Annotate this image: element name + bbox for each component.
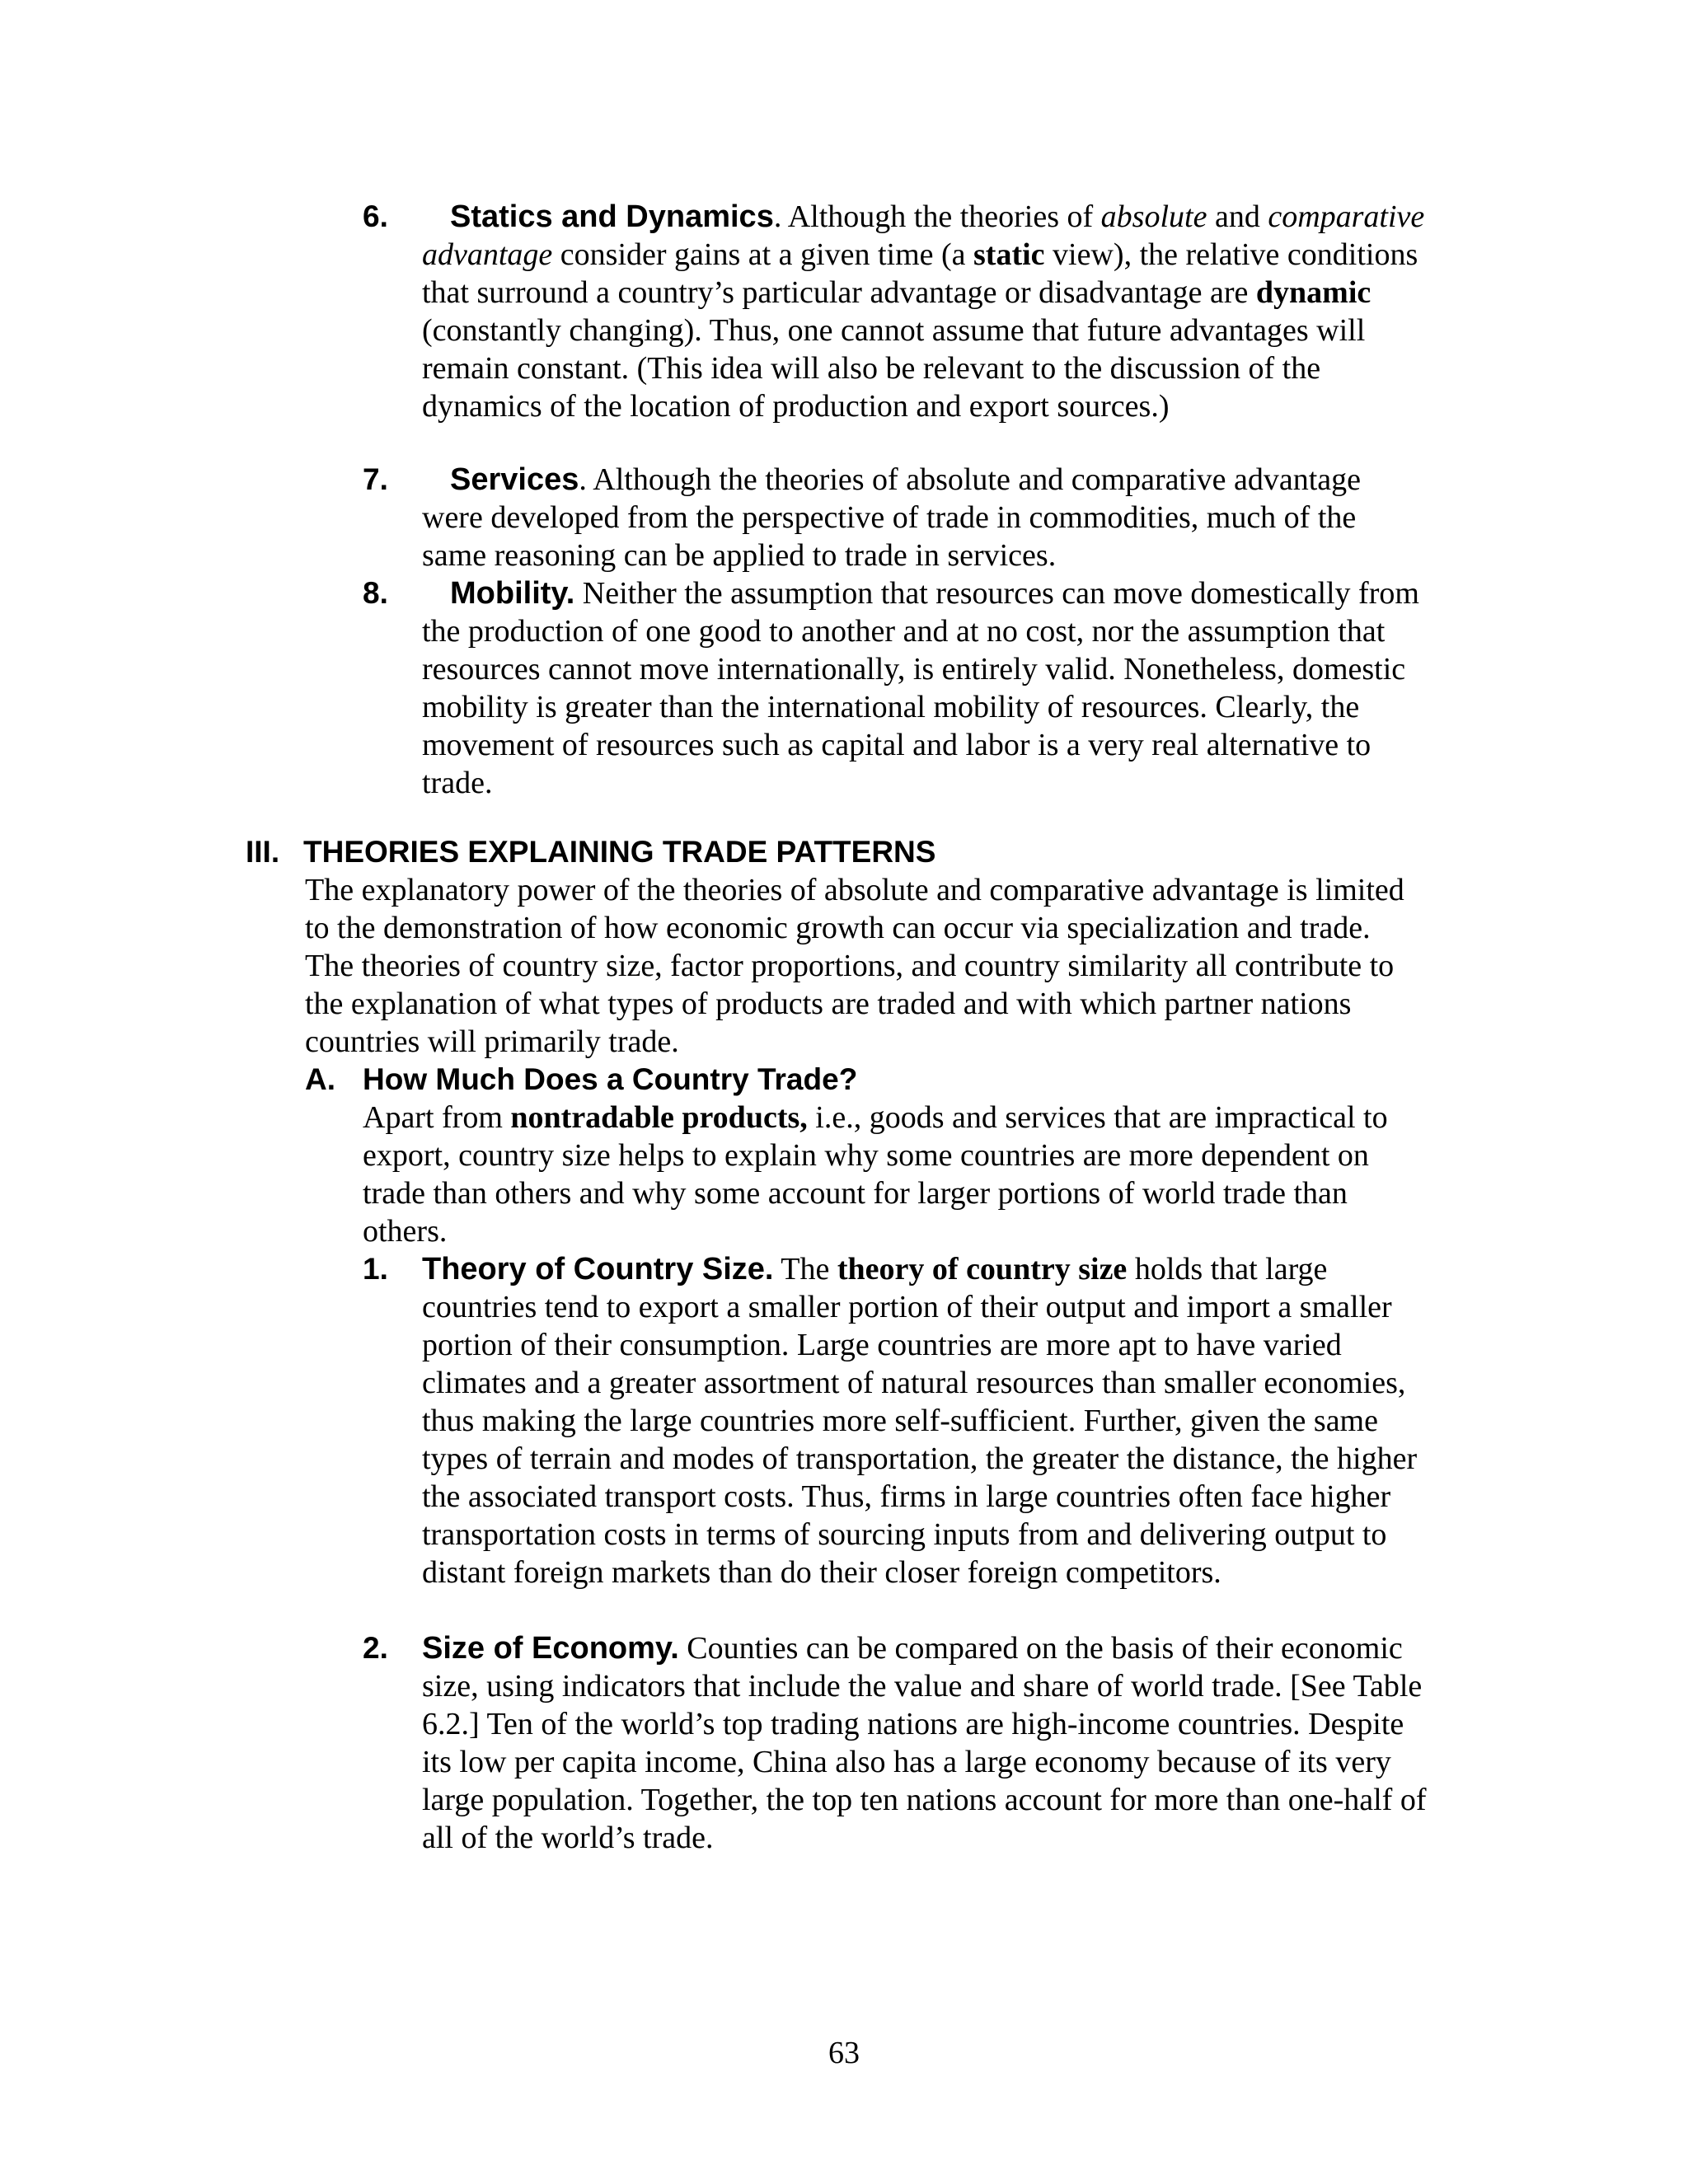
bold-term: static xyxy=(973,237,1045,272)
subitem-country-size xyxy=(422,1250,1428,1591)
section-paragraph: The explanatory power of the theories of absolute and comparative advantage is limited to the demonstration of how economic growth can occur via specialization and trade. The theories of country size, factor proportions, and country similarity all contribute to the explanation of what types of products are traded and with which partner nations countries will primarily trade. xyxy=(305,873,1404,1059)
subitem-size-of-economy xyxy=(422,1629,1428,1857)
subitem-title: Theory of Country Size. xyxy=(422,1252,774,1286)
item-title: Services xyxy=(450,462,579,497)
subsection-paragraph xyxy=(363,1099,1418,1250)
item-title: Mobility. xyxy=(450,576,575,611)
text-run: and xyxy=(1207,199,1268,234)
italic-term: absolute xyxy=(1100,199,1207,234)
subsection-body xyxy=(363,1100,1388,1249)
section-numeral: III. xyxy=(246,835,280,869)
text-run: Counties can be compared on the basis of their economic size, using indicators that include the value and share of world trade. [See Table 6.2.] Ten of the world’s top trading nations are high-income countries. Despite its low per capita income, China also has a large economy because of its very large population. Together, the top ten nations account for more than one-half of all of the world’s trade. xyxy=(422,1631,1427,1855)
item-number: 6. xyxy=(363,199,388,233)
bold-term: dynamic xyxy=(1255,275,1372,310)
subitem-body xyxy=(422,1252,1417,1590)
text-run: view), the relative conditions that surround a country’s particular advantage or disadvantage are xyxy=(422,237,1418,310)
text-run: i.e., goods and services that are impractical to export, country size helps to explain why some countries are more dependent on trade than others and why some account for larger portions of world trade than others. xyxy=(363,1100,1388,1249)
text-run: The xyxy=(773,1252,837,1286)
subitem-number: 1. xyxy=(363,1252,388,1286)
item-statics-dynamics xyxy=(422,198,1428,425)
item-title: Statics and Dynamics xyxy=(450,199,774,234)
bold-term: nontradable products, xyxy=(510,1100,808,1135)
text-run: consider gains at a given time (a xyxy=(552,237,974,272)
page-number: 63 xyxy=(828,2036,860,2070)
item-number: 7. xyxy=(363,462,388,496)
text-run: . Although the theories of absolute and comparative advantage were developed from the perspective of trade in commodities, much of the same reasoning can be applied to trade in services. xyxy=(422,462,1362,573)
text-run: Neither the assumption that resources can move domestically from the production of one good to another and at no cost, nor the assumption that resources cannot move internationally, is entirely valid. Nonetheless, domestic mobility is greater than the international mobility of resources. Clearly, the movement of resources such as capital and labor is a very real alternative to trade. xyxy=(422,576,1419,800)
subsection-title: How Much Does a Country Trade? xyxy=(363,1062,858,1096)
text-run: holds that large countries tend to export a smaller portion of their output and import a smaller portion of their consumption. Large countries are more apt to have varied climates and a greater assortment of natural resources than smaller economies, thus making the large countries more self-sufficient. Further, given the same types of terrain and modes of transportation, the greater the distance, the higher the associated transport costs. Thus, firms in large countries often face higher transportation costs in terms of sourcing inputs from and delivering output to distant foreign markets than do their closer foreign competitors. xyxy=(422,1252,1418,1590)
text-run: (constantly changing). Thus, one cannot assume that future advantages will remain constant. (This idea will also be relevant to the discussion of the dynamics of the location of production and export sources.) xyxy=(422,313,1366,424)
text-run: . Although the theories of xyxy=(773,199,1101,234)
subsection-letter: A. xyxy=(305,1062,335,1096)
subitem-title: Size of Economy. xyxy=(422,1631,679,1666)
text-run: Apart from xyxy=(363,1100,511,1135)
subitem-number: 2. xyxy=(363,1631,388,1665)
item-services xyxy=(422,461,1428,574)
section-title: THEORIES EXPLAINING TRADE PATTERNS xyxy=(303,835,936,869)
item-mobility xyxy=(422,574,1428,802)
bold-term: theory of country size xyxy=(837,1252,1128,1286)
italic-term: comparative advantage xyxy=(422,199,1425,272)
item-number: 8. xyxy=(363,576,388,610)
